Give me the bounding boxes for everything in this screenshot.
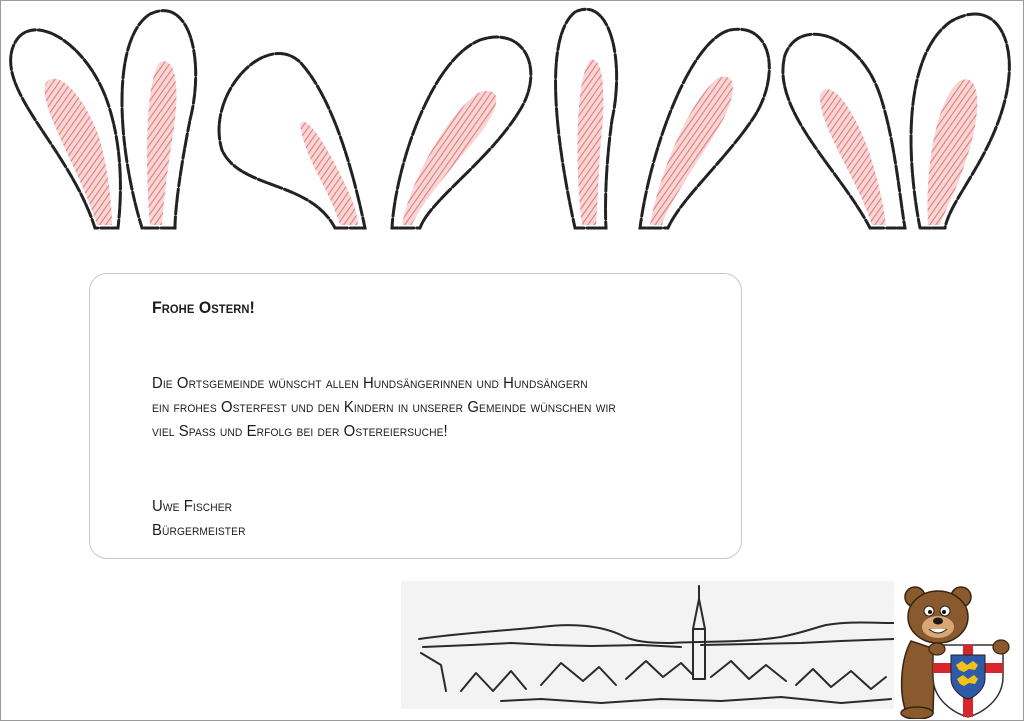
bunny-ears-illustration — [0, 0, 1024, 230]
signature-title: Bürgermeister — [152, 522, 246, 539]
message-body — [152, 372, 616, 444]
message-line: viel Spass und Erfolg bei der Ostereiersuche! — [152, 423, 448, 440]
signature-name: Uwe Fischer — [152, 498, 233, 515]
message-line: ein frohes Osterfest und den Kindern in unserer Gemeinde wünschen wir — [152, 399, 616, 416]
village-skyline-sketch — [401, 581, 894, 709]
greeting-title: Frohe Ostern! — [152, 298, 255, 317]
greeting-card — [89, 273, 742, 559]
message-line: Die Ortsgemeinde wünscht allen Hundsängerinnen und Hundsängern — [152, 375, 588, 392]
bear-mascot-with-coat-of-arms — [893, 579, 1011, 719]
